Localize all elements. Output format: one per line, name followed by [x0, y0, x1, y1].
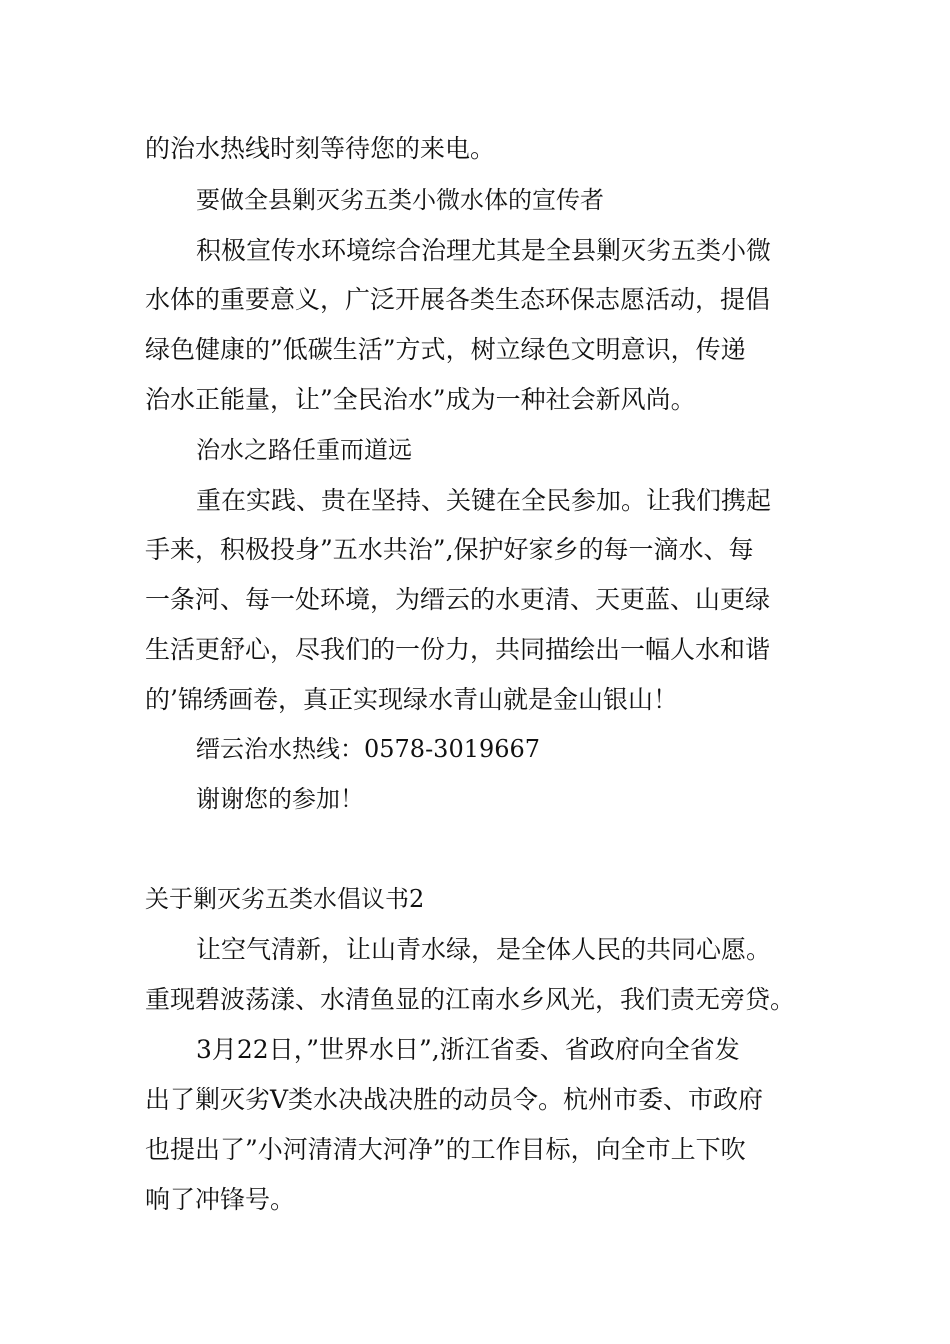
hotline-text: 缙云治水热线：0578-3019667 — [196, 735, 541, 763]
paragraph-line: 出了剿灭劣Ⅴ类水决战决胜的动员令。杭州市委、市政府 — [145, 1085, 764, 1114]
paragraph-line: 积极宣传水环境综合治理尤其是全县剿灭劣五类小微 — [196, 236, 772, 265]
section-heading: 要做全县剿灭劣五类小微水体的宣传者 — [196, 186, 604, 214]
paragraph-line: 的’锦绣画卷，真正实现绿水青山就是金山银山！ — [145, 685, 678, 714]
thanks-text: 谢谢您的参加！ — [196, 785, 364, 813]
paragraph-line: 响了冲锋号。 — [145, 1185, 296, 1214]
paragraph-line: 也提出了”小河清清大河净”的工作目标，向全市上下吹 — [145, 1135, 746, 1164]
paragraph-line: 的治水热线时刻等待您的来电。 — [145, 134, 496, 163]
paragraph-line: 绿色健康的”低碳生活”方式，树立绿色文明意识，传递 — [145, 335, 746, 364]
paragraph-line: 水体的重要意义，广泛开展各类生态环保志愿活动，提倡 — [145, 285, 771, 314]
paragraph-line: 重在实践、贵在坚持、关键在全民参加。让我们携起 — [196, 486, 772, 515]
paragraph-line: 生活更舒心，尽我们的一份力，共同描绘出一幅人水和谐 — [145, 635, 771, 664]
paragraph-line: 重现碧波荡漾、水清鱼显的江南水乡风光，我们责无旁贷。 — [145, 985, 796, 1014]
paragraph-line: 让空气清新，让山青水绿，是全体人民的共同心愿。 — [196, 935, 772, 964]
section-heading: 治水之路任重而道远 — [196, 436, 412, 464]
paragraph-line: 一条河、每一处环境，为缙云的水更清、天更蓝、山更绿 — [145, 585, 771, 614]
paragraph-line: 手来，积极投身”五水共治”,保护好家乡的每一滴水、每 — [145, 535, 754, 564]
document-title: 关于剿灭劣五类水倡议书2 — [145, 885, 425, 913]
paragraph-line: 治水正能量，让”全民治水”成为一种社会新风尚。 — [145, 385, 696, 414]
paragraph-line: 3月22日，”世界水日”,浙江省委、省政府向全省发 — [196, 1035, 740, 1064]
